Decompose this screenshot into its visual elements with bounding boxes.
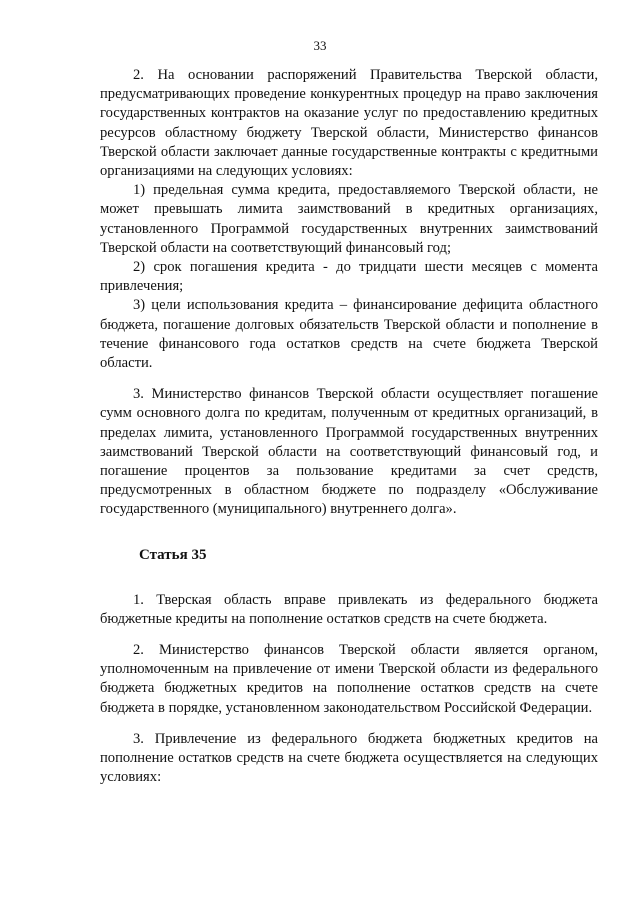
condition-3-credit-purpose: 3) цели использования кредита – финансирование дефицита областного бюджета, погашение долговых обязательств Тверской области и пополнение в течение финансового года остатков средств на счете бюджета Тверской области. (100, 297, 598, 372)
spacer (100, 629, 598, 641)
spacer (100, 520, 598, 546)
article-35-paragraph-2: 2. Министерство финансов Тверской области является органом, уполномоченным на привлечение от имени Тверской области из федерального бюджета бюджетных кредитов на пополнение остатков средств на счете бюджета в порядке, установленном законодательством Российской Федерации. (100, 642, 598, 716)
article-35-paragraph-1: 1. Тверская область вправе привлекать из федерального бюджета бюджетные кредиты на пополнение остатков средств на счете бюджета. (100, 591, 598, 627)
article-heading: Статья 35 (139, 546, 207, 563)
paragraph-3-repayment: 3. Министерство финансов Тверской области осуществляет погашение сумм основного долга по кредитам, полученным от кредитных организаций, в пределах лимита, установленного Программой государственных внутренних заимствований Тверской области на соответствующий финансовый год, и погашение процентов за пользование кредитами за счет средств, предусмотренных в областном бюджете по подразделу «Обслуживание государственного (муниципального) внутреннего долга». (100, 386, 598, 518)
page-number: 33 (313, 38, 327, 53)
document-body (100, 66, 598, 788)
condition-1-credit-limit: 1) предельная сумма кредита, предоставляемого Тверской области, не может превышать лимита заимствований в кредитных организациях, установленного Программой государственных внутренних заимствований Тверской области на соответствующий финансовый год; (100, 182, 598, 256)
paragraph-2-contracts: 2. На основании распоряжений Правительства Тверской области, предусматривающих проведение конкурентных процедур на право заключения государственных контрактов на оказание услуг по предоставлению кредитных ресурсов областному бюджету Тверской области, Министерство финансов Тверской области заключает данные государственные контракты с кредитными организациями на следующих условиях: (100, 67, 598, 180)
spacer (100, 718, 598, 730)
article-35-paragraph-3: 3. Привлечение из федерального бюджета бюджетных кредитов на пополнение остатков средств на счете бюджета осуществляется на следующих условиях: (100, 730, 598, 786)
condition-2-repayment-term: 2) срок погашения кредита - до тридцати шести месяцев с момента привлечения; (100, 259, 598, 295)
spacer (100, 565, 598, 591)
spacer (100, 373, 598, 385)
